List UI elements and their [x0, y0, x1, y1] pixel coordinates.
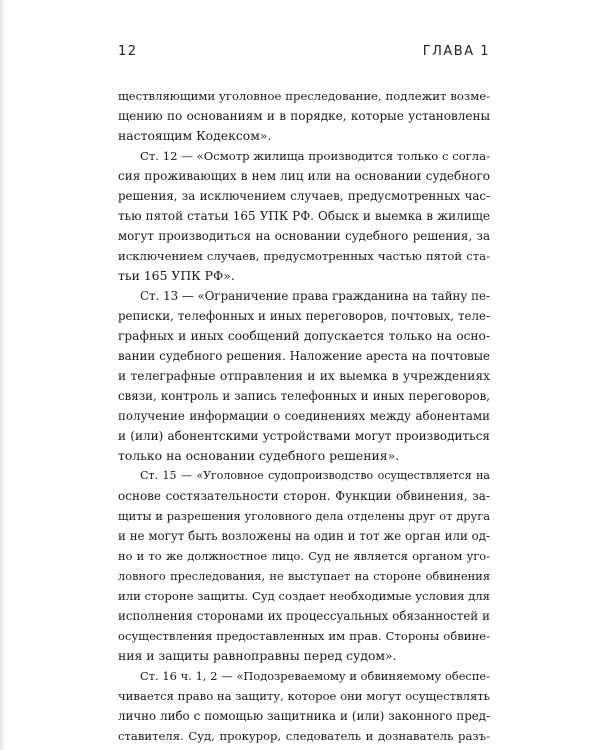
text-line: получение информации о соединениях между абонентами	[118, 409, 490, 423]
body-text	[118, 86, 490, 746]
text-line: сия проживающих в нем лиц или на основании судебного	[118, 169, 490, 183]
text-line: Ст. 15 — «Уголовное судопроизводство осуществляется на	[140, 469, 490, 482]
text-line: но и то же должностное лицо. Суд не является органом уго-	[118, 549, 490, 563]
text-line: щению по основаниям и в порядке, которые установлены	[118, 109, 490, 123]
text-line: тьи 165 УПК РФ».	[118, 268, 235, 283]
text-line: и не могут быть возложены на один и тот же орган или од-	[118, 529, 490, 543]
text-line: ставителя. Суд, прокурор, следователь и дознаватель разъ-	[118, 729, 490, 743]
text-line: и телеграфные отправления и их выемка в учреждениях	[118, 369, 490, 383]
text-line: исключением случаев, предусмотренных частью пятой ста-	[118, 249, 490, 263]
text-line: чивается право на защиту, которое они могут осуществлять	[118, 689, 490, 703]
text-line: могут производиться на основании судебного решения, за	[118, 229, 490, 243]
text-line: ния и защиты равноправны перед судом».	[118, 648, 397, 663]
text-line: графных и иных сообщений допускается только на осно-	[118, 329, 490, 343]
page-number: 12	[118, 44, 138, 59]
text-line: вании судебного решения. Наложение ареста на почтовые	[118, 349, 490, 363]
text-line: Ст. 12 — «Осмотр жилища производится только с согла-	[140, 149, 490, 163]
text-line: ловного преследования, не выступает на стороне обвинения	[118, 569, 490, 583]
text-line: решения, за исключением случаев, предусмотренных час-	[118, 189, 490, 203]
text-line: ществляющими уголовное преследование, подлежит возме-	[118, 89, 490, 103]
text-line: щиты и разрешения уголовного дела отделены друг от друга	[118, 509, 490, 523]
text-line: тью пятой статьи 165 УПК РФ. Обыск и выемка в жилище	[118, 209, 490, 223]
text-line: связи, контроль и запись телефонных и иных переговоров,	[118, 389, 490, 403]
text-line: настоящим Кодексом».	[118, 128, 272, 143]
text-line: исполнения сторонами их процессуальных обязанностей и	[118, 609, 490, 623]
text-line: реписки, телефонных и иных переговоров, почтовых, теле-	[118, 309, 490, 323]
page-spine-shadow	[0, 0, 6, 750]
text-line: и (или) абонентскими устройствами могут производиться	[118, 429, 490, 443]
text-line: только на основании судебного решения».	[118, 448, 400, 463]
text-line: Ст. 16 ч. 1, 2 — «Подозреваемому и обвиняемому обеспе-	[140, 669, 490, 683]
text-line: Ст. 13 — «Ограничение права гражданина на тайну пе-	[140, 289, 490, 303]
text-line: или стороне защиты. Суд создает необходимые условия для	[118, 589, 490, 603]
chapter-title: ГЛАВА 1	[422, 44, 490, 59]
text-line: осуществления предоставленных им прав. Стороны обвине-	[118, 629, 490, 643]
text-line: лично либо с помощью защитника и (или) законного пред-	[118, 709, 490, 723]
text-line: основе состязательности сторон. Функции обвинения, за-	[118, 489, 490, 503]
